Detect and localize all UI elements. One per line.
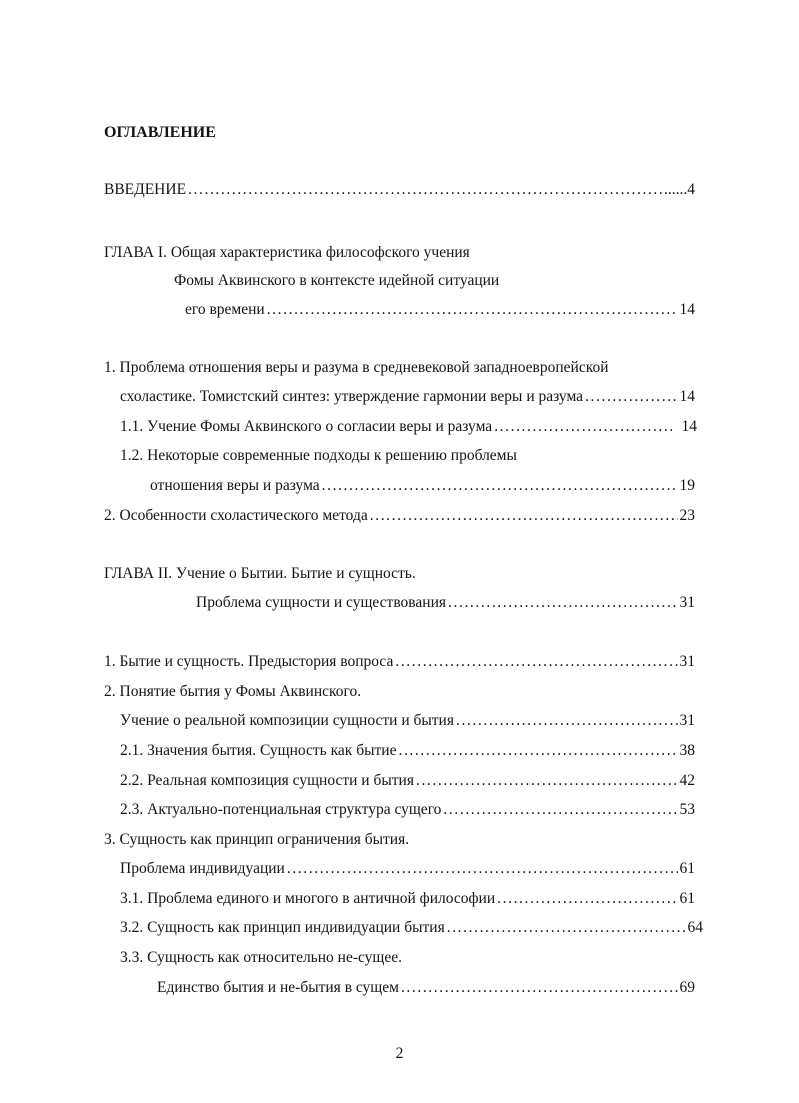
toc-entry-text: 2.3. Актуально-потенциальная структура сущего bbox=[120, 801, 442, 818]
toc-entry-page: 14 bbox=[681, 418, 697, 435]
toc-entry-ch2-section-3-1 bbox=[120, 889, 695, 909]
toc-entry-text: 2.1. Значения бытия. Сущность как бытие bbox=[120, 742, 397, 759]
toc-entry-intro bbox=[104, 180, 695, 200]
leader-dots bbox=[370, 506, 678, 526]
leader-dots bbox=[322, 476, 678, 496]
toc-entry-page: 14 bbox=[679, 388, 695, 405]
toc-entry-section-1-1 bbox=[120, 417, 697, 437]
toc-entry-page: 31 bbox=[679, 712, 695, 729]
leader-dots bbox=[443, 800, 677, 820]
toc-entry-text: Единство бытия и не-бытия в сущем bbox=[157, 979, 399, 996]
toc-entry-text: Проблема индивидуации bbox=[120, 860, 285, 877]
leader-dots bbox=[447, 918, 686, 938]
toc-entry-page bbox=[664, 180, 695, 200]
toc-entry-text: Проблема сущности и существования bbox=[196, 594, 447, 611]
toc-entry-text: его времени bbox=[185, 301, 265, 318]
chapter-2-heading: ГЛАВА II. Учение о Бытии. Бытие и сущность. bbox=[104, 565, 416, 582]
toc-entry-section-1-2 bbox=[150, 476, 695, 496]
toc-entry-text: 3.1. Проблема единого и многого в античной философии bbox=[120, 890, 496, 907]
toc-entry-section-1 bbox=[120, 387, 695, 407]
toc-entry-page: 42 bbox=[679, 772, 695, 789]
leader-dots bbox=[395, 652, 677, 672]
toc-entry-ch2-section-1 bbox=[104, 652, 695, 672]
toc-entry-text: 1.1. Учение Фомы Аквинского о согласии веры и разума bbox=[120, 418, 493, 435]
toc-entry-page: 53 bbox=[679, 801, 695, 818]
leader-dots bbox=[287, 859, 678, 879]
chapter-1-heading-cont: Фомы Аквинского в контексте идейной ситуации bbox=[174, 272, 500, 289]
toc-entry-text: схоластике. Томистский синтез: утверждение гармонии веры и разума bbox=[120, 388, 584, 405]
leader-dots bbox=[267, 300, 678, 320]
toc-entry-page: 38 bbox=[679, 742, 695, 759]
leader-dots bbox=[494, 417, 671, 437]
toc-entry-text: ВВЕДЕНИЕ bbox=[104, 181, 187, 198]
toc-entry-page: 64 bbox=[687, 919, 703, 936]
toc-entry-page: 23 bbox=[679, 507, 695, 524]
toc-entry-text: Учение о реальной композиции сущности и бытия bbox=[120, 712, 454, 729]
leader-dots bbox=[448, 593, 677, 613]
leader-dots bbox=[456, 711, 678, 731]
leader-dots bbox=[585, 387, 677, 407]
ch2-section-3-heading: 3. Сущность как принцип ограничения бытия. bbox=[104, 831, 410, 848]
toc-entry-page: 31 bbox=[679, 653, 695, 670]
toc-entry-page: 14 bbox=[679, 301, 695, 318]
leader-dots bbox=[416, 771, 678, 791]
toc-entry-text: 1. Бытие и сущность. Предыстория вопроса bbox=[104, 653, 394, 670]
toc-entry-ch2-section-2 bbox=[120, 711, 695, 731]
toc-entry-text: 3.2. Сущность как принцип индивидуации бытия bbox=[120, 919, 445, 936]
toc-entry-text: отношения веры и разума bbox=[150, 477, 320, 494]
page-title: ОГЛАВЛЕНИЕ bbox=[104, 124, 216, 141]
section-1-2-heading: 1.2. Некоторые современные подходы к решению проблемы bbox=[120, 447, 517, 464]
toc-entry-ch2-section-3-2 bbox=[120, 918, 703, 938]
leader-dots bbox=[497, 889, 677, 909]
ch2-section-3-3-heading: 3.3. Сущность как относительно не-сущее. bbox=[120, 949, 403, 966]
toc-entry-text: 2.2. Реальная композиция сущности и бытия bbox=[120, 772, 414, 789]
page-ref: 4 bbox=[687, 181, 695, 198]
toc-entry-section-2 bbox=[104, 506, 695, 526]
toc-entry-chapter-1 bbox=[185, 300, 695, 320]
toc-entry-ch2-section-3 bbox=[120, 859, 695, 879]
leader-dots bbox=[401, 978, 678, 998]
toc-entry-ch2-section-2-2 bbox=[120, 771, 695, 791]
chapter-1-heading: ГЛАВА I. Общая характеристика философского учения bbox=[104, 244, 470, 261]
toc-entry-ch2-section-2-1 bbox=[120, 741, 695, 761]
leader-sep: ...... bbox=[664, 181, 688, 198]
leader-dots bbox=[188, 180, 662, 200]
toc-entry-text: 2. Особенности схоластического метода bbox=[104, 507, 368, 524]
toc-entry-page: 61 bbox=[679, 890, 695, 907]
toc-entry-ch2-section-3-3 bbox=[157, 978, 695, 998]
section-1-heading: 1. Проблема отношения веры и разума в средневековой западноевропейской bbox=[104, 359, 609, 376]
toc-entry-page: 61 bbox=[679, 860, 695, 877]
toc-entry-page: 19 bbox=[679, 477, 695, 494]
leader-dots bbox=[398, 741, 677, 761]
toc-entry-page: 31 bbox=[679, 594, 695, 611]
ch2-section-2-heading: 2. Понятие бытия у Фомы Аквинского. bbox=[104, 683, 362, 700]
toc-entry-chapter-2 bbox=[196, 593, 695, 613]
toc-entry-page: 69 bbox=[679, 979, 695, 996]
page-number: 2 bbox=[395, 1045, 404, 1062]
toc-entry-ch2-section-2-3 bbox=[120, 800, 695, 820]
